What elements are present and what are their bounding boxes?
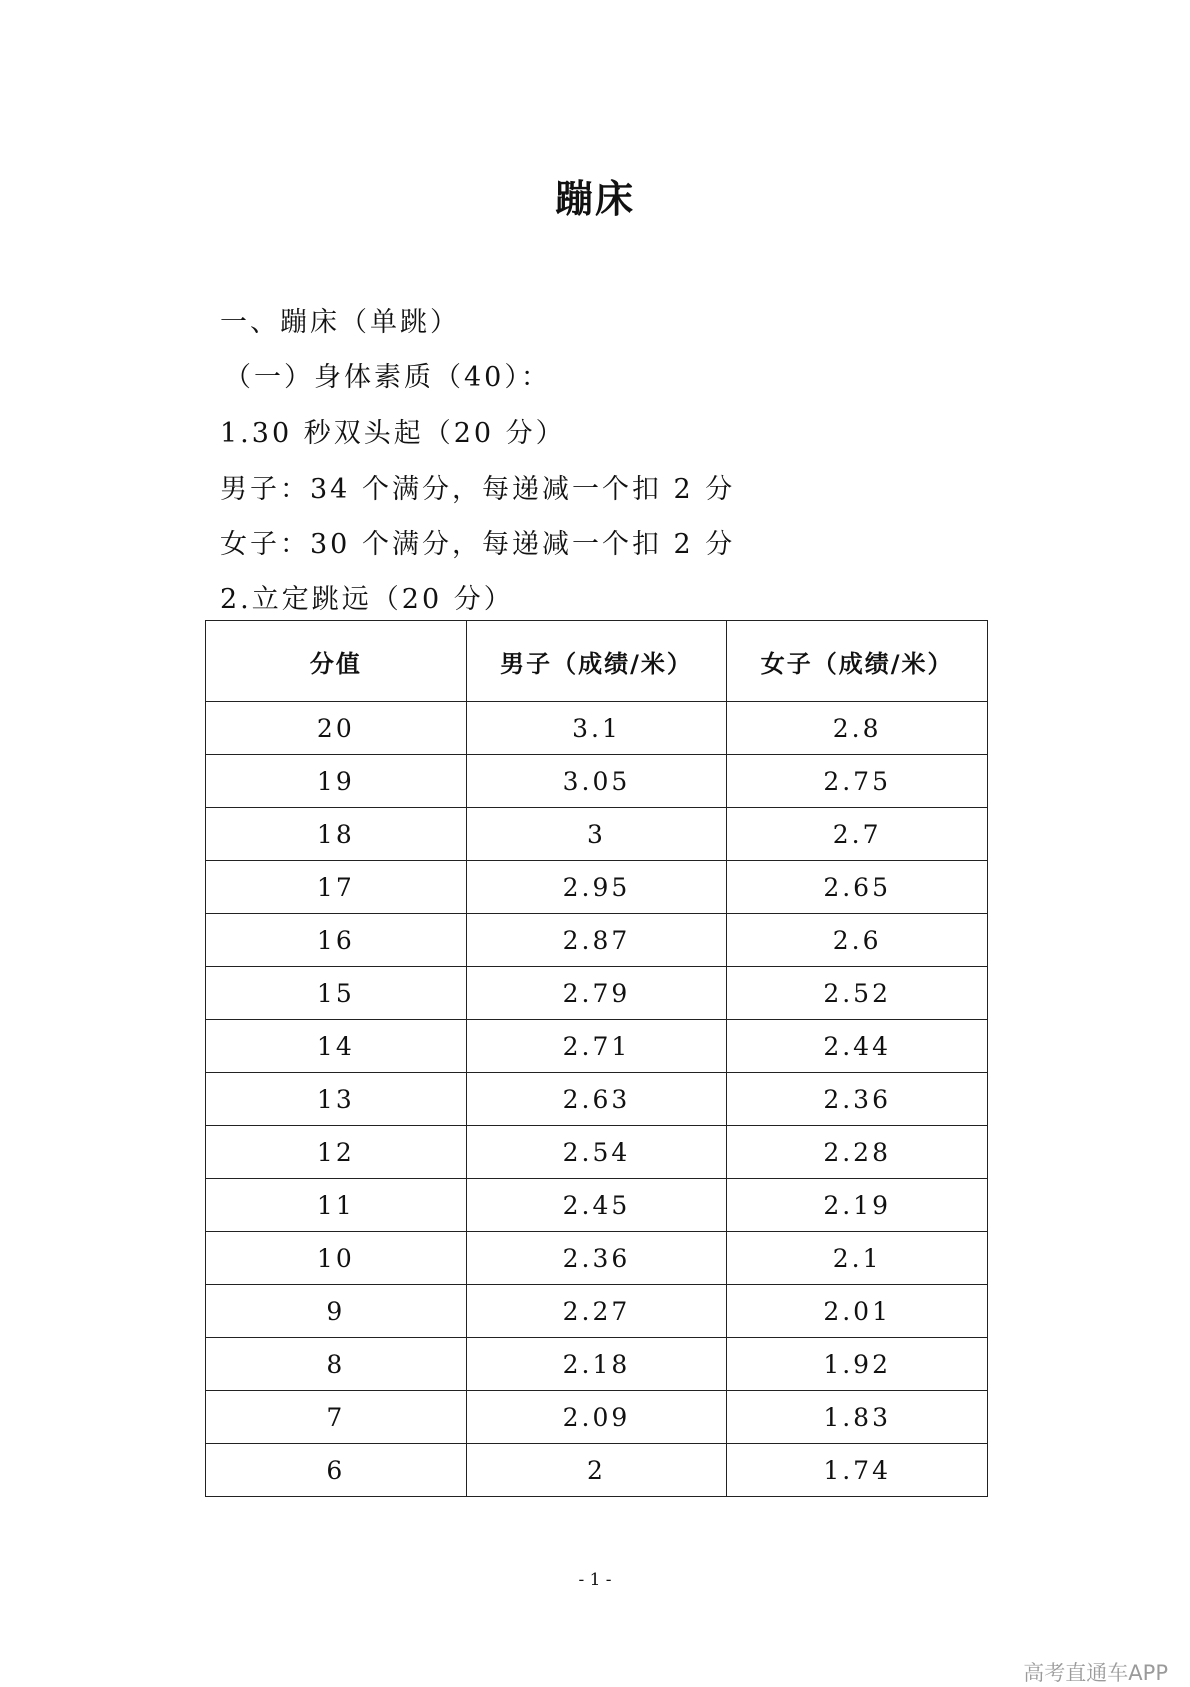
cell-male-result: 2.09 xyxy=(466,1391,727,1444)
cell-female-result: 2.7 xyxy=(727,808,988,861)
cell-female-result: 2.36 xyxy=(727,1073,988,1126)
table-row xyxy=(206,1232,988,1285)
header-score: 分值 xyxy=(206,621,467,702)
cell-female-result: 2.19 xyxy=(727,1179,988,1232)
cell-male-result: 3 xyxy=(466,808,727,861)
table-row xyxy=(206,1126,988,1179)
table-row xyxy=(206,808,988,861)
cell-male-result: 3.1 xyxy=(466,702,727,755)
cell-score: 10 xyxy=(206,1232,467,1285)
cell-male-result: 3.05 xyxy=(466,755,727,808)
cell-score: 7 xyxy=(206,1391,467,1444)
table-row xyxy=(206,1391,988,1444)
cell-score: 6 xyxy=(206,1444,467,1497)
table-row xyxy=(206,1179,988,1232)
table-row xyxy=(206,1444,988,1497)
cell-male-result: 2.54 xyxy=(466,1126,727,1179)
cell-female-result: 2.8 xyxy=(727,702,988,755)
page-title: 蹦床 xyxy=(554,177,635,221)
table-row xyxy=(206,755,988,808)
cell-score: 18 xyxy=(206,808,467,861)
cell-female-result: 2.52 xyxy=(727,967,988,1020)
cell-score: 20 xyxy=(206,702,467,755)
table-row xyxy=(206,702,988,755)
cell-score: 15 xyxy=(206,967,467,1020)
cell-female-result: 2.44 xyxy=(727,1020,988,1073)
cell-score: 9 xyxy=(206,1285,467,1338)
cell-male-result: 2.63 xyxy=(466,1073,727,1126)
cell-male-result: 2.36 xyxy=(466,1232,727,1285)
score-table xyxy=(205,620,988,1497)
table-row xyxy=(206,1285,988,1338)
item-standing-long-jump: 2.立定跳远（20 分） xyxy=(220,584,514,615)
cell-female-result: 2.65 xyxy=(727,861,988,914)
cell-male-result: 2 xyxy=(466,1444,727,1497)
table-row xyxy=(206,1020,988,1073)
cell-score: 11 xyxy=(206,1179,467,1232)
table-row xyxy=(206,1338,988,1391)
page-number: - 1 - xyxy=(578,1570,612,1590)
cell-female-result: 1.92 xyxy=(727,1338,988,1391)
header-male-result: 男子（成绩/米） xyxy=(466,621,727,702)
cell-female-result: 1.74 xyxy=(727,1444,988,1497)
cell-female-result: 2.75 xyxy=(727,755,988,808)
cell-male-result: 2.71 xyxy=(466,1020,727,1073)
cell-male-result: 2.87 xyxy=(466,914,727,967)
cell-female-result: 2.01 xyxy=(727,1285,988,1338)
cell-score: 8 xyxy=(206,1338,467,1391)
item-sit-ups: 1.30 秒双头起（20 分） xyxy=(220,418,566,449)
cell-score: 16 xyxy=(206,914,467,967)
cell-score: 12 xyxy=(206,1126,467,1179)
table-row xyxy=(206,967,988,1020)
cell-male-result: 2.27 xyxy=(466,1285,727,1338)
table-row xyxy=(206,1073,988,1126)
subsection-heading: （一）身体素质（40）： xyxy=(224,362,551,393)
cell-score: 13 xyxy=(206,1073,467,1126)
cell-male-result: 2.18 xyxy=(466,1338,727,1391)
table-header-row xyxy=(206,621,988,702)
watermark: 高考直通车APP xyxy=(1023,1661,1168,1685)
cell-male-result: 2.95 xyxy=(466,861,727,914)
table-row xyxy=(206,914,988,967)
cell-score: 17 xyxy=(206,861,467,914)
cell-male-result: 2.79 xyxy=(466,967,727,1020)
section-heading: 一、蹦床（单跳） xyxy=(220,307,460,338)
male-rule: 男子：34 个满分，每递减一个扣 2 分 xyxy=(220,474,736,505)
cell-male-result: 2.45 xyxy=(466,1179,727,1232)
table-body xyxy=(206,702,988,1497)
cell-score: 14 xyxy=(206,1020,467,1073)
female-rule: 女子：30 个满分，每递减一个扣 2 分 xyxy=(220,529,736,560)
cell-female-result: 2.28 xyxy=(727,1126,988,1179)
cell-female-result: 2.1 xyxy=(727,1232,988,1285)
header-female-result: 女子（成绩/米） xyxy=(727,621,988,702)
cell-female-result: 2.6 xyxy=(727,914,988,967)
cell-female-result: 1.83 xyxy=(727,1391,988,1444)
cell-score: 19 xyxy=(206,755,467,808)
table-row xyxy=(206,861,988,914)
